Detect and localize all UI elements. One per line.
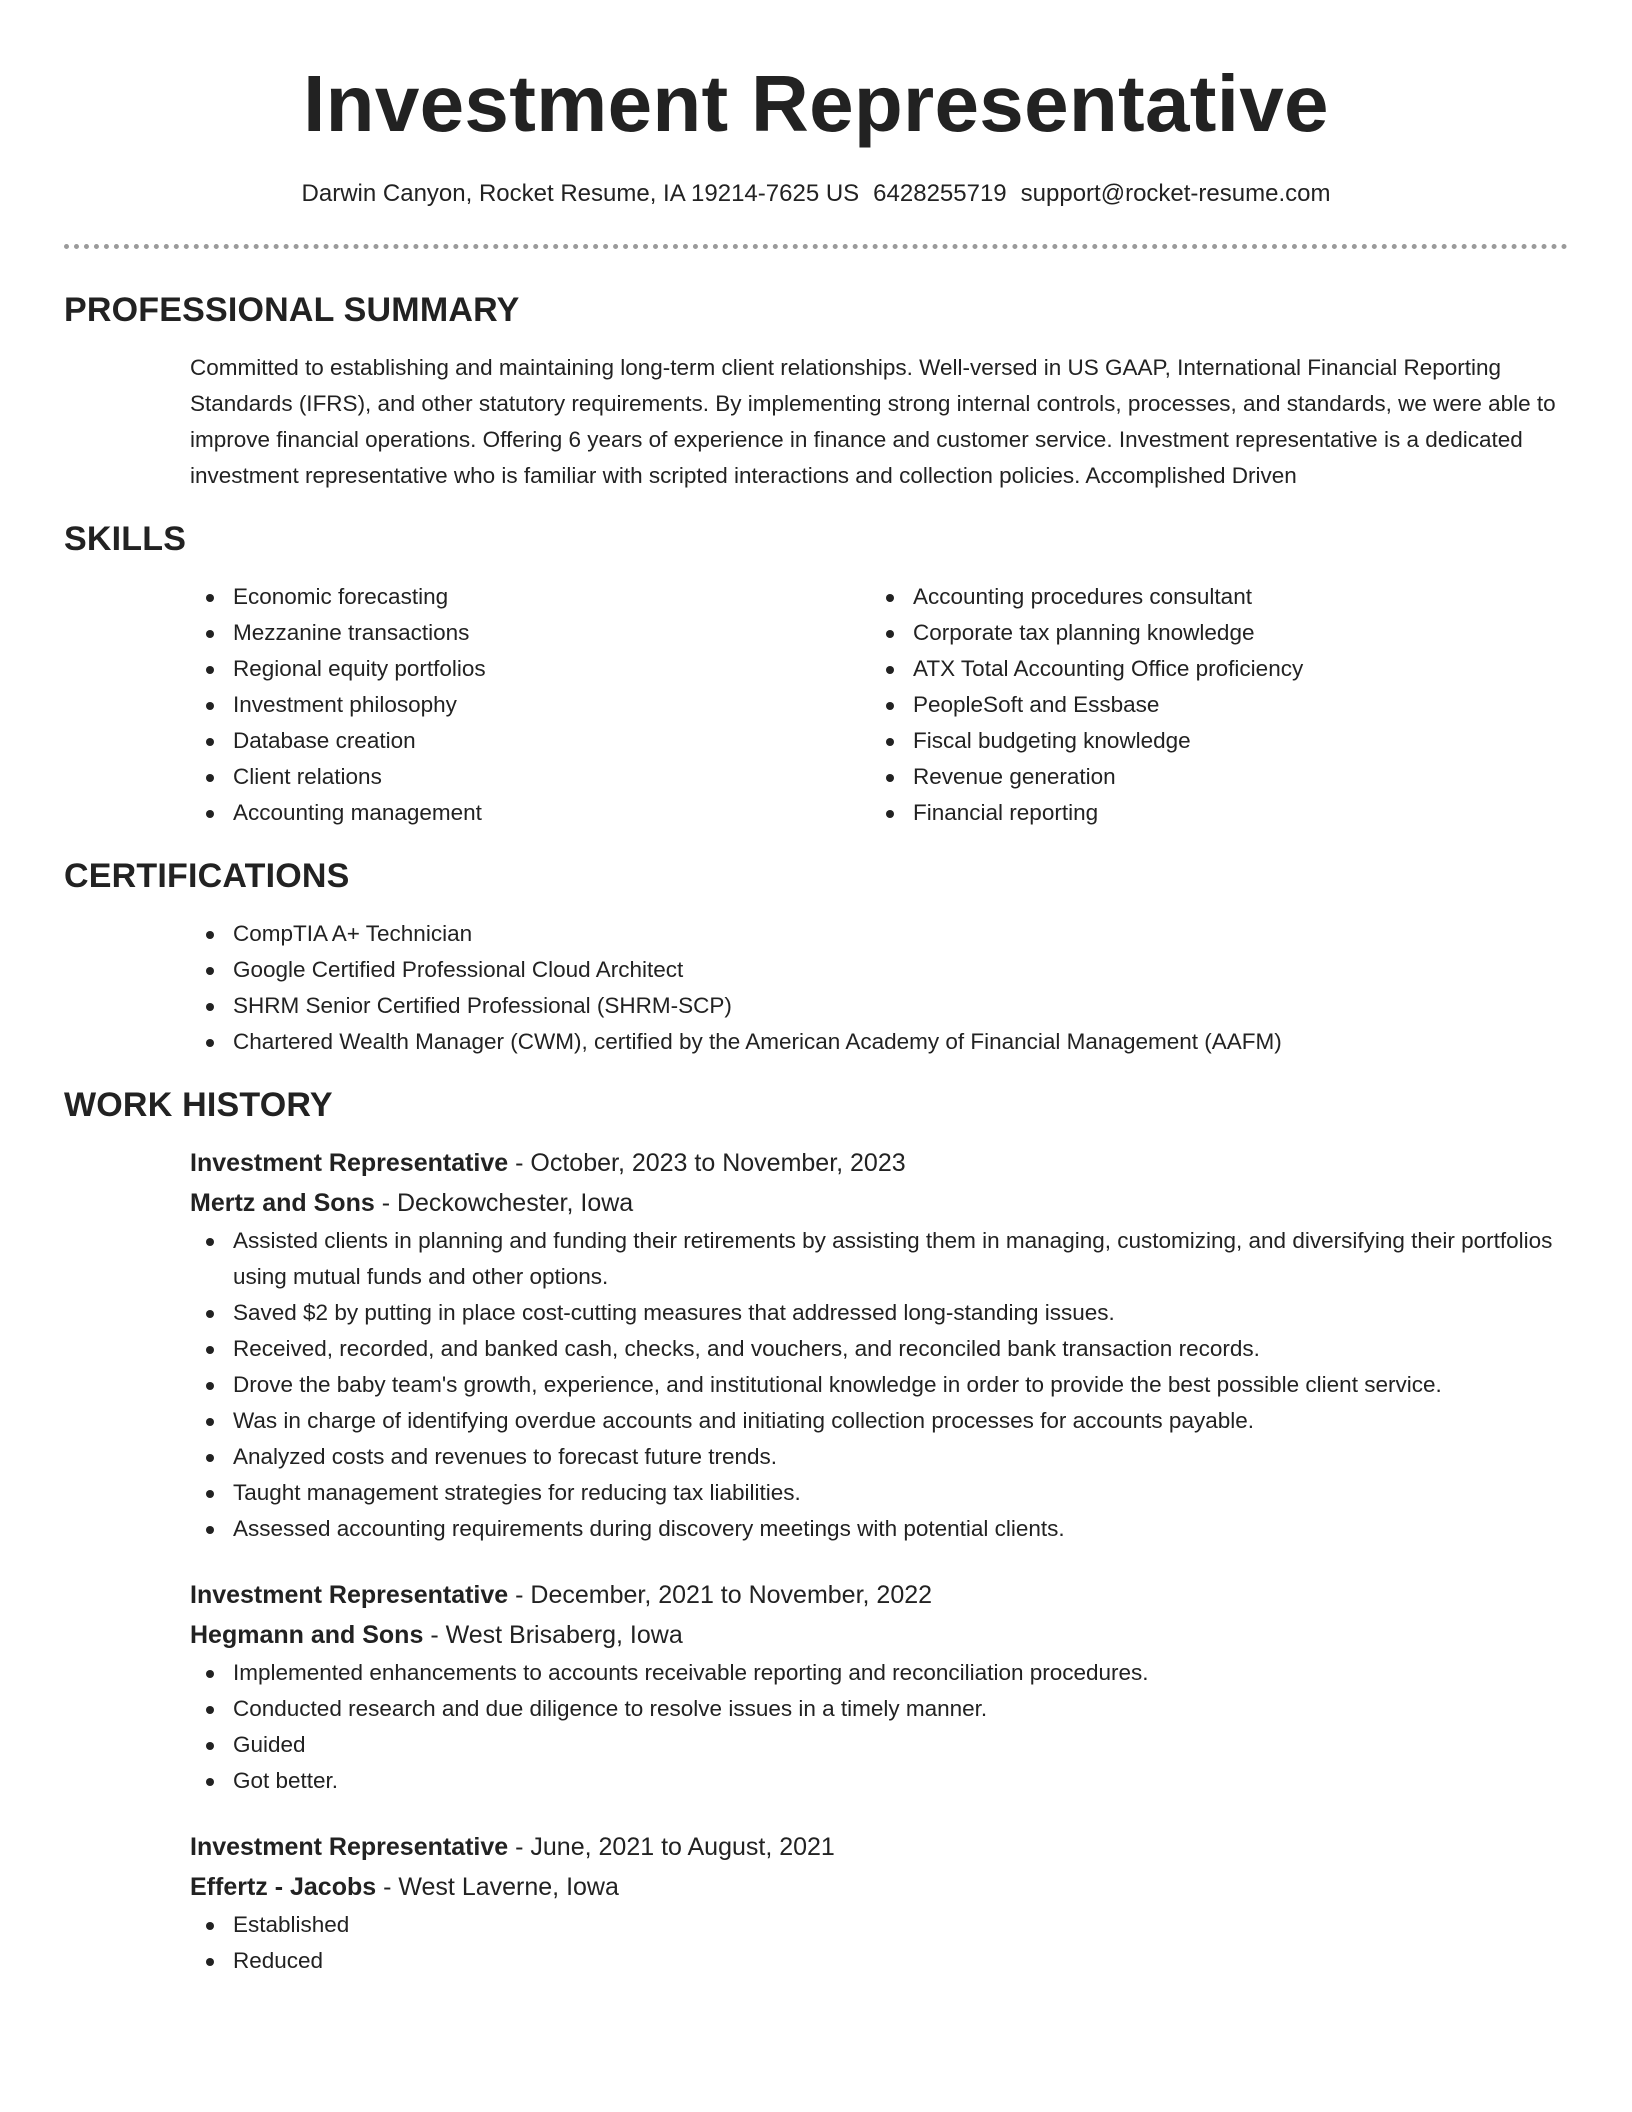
certification-item: Chartered Wealth Manager (CWM), certified by the American Academy of Financial Management (AAFM) <box>190 1024 1568 1060</box>
skill-item: Corporate tax planning knowledge <box>870 615 1550 651</box>
work-history-heading: WORK HISTORY <box>64 1086 333 1124</box>
skill-item: Fiscal budgeting knowledge <box>870 723 1550 759</box>
job-bullet: Guided <box>190 1727 1568 1763</box>
skill-item: Revenue generation <box>870 759 1550 795</box>
contact-line <box>64 178 1568 210</box>
header-divider <box>64 244 1568 249</box>
job-bullet: Reduced <box>190 1943 1568 1979</box>
job-location: - West Brisaberg, Iowa <box>423 1621 683 1649</box>
job-title: Investment Representative <box>190 1581 509 1609</box>
job-bullet: Got better. <box>190 1763 1568 1799</box>
job-location: - Deckowchester, Iowa <box>374 1189 634 1217</box>
skill-item: Client relations <box>190 759 870 795</box>
resume-title: Investment Representative <box>303 59 1329 148</box>
job-bullet: Assisted clients in planning and funding their retirements by assisting them in managing, customizing, and diversifying their portfolios using mutual funds and other options. <box>190 1223 1568 1295</box>
job-bullet: Implemented enhancements to accounts receivable reporting and reconciliation procedures. <box>190 1655 1568 1691</box>
certification-item: CompTIA A+ Technician <box>190 916 1568 952</box>
skill-item: Accounting management <box>190 795 870 831</box>
contact-phone: 6428255719 <box>873 180 1007 207</box>
skill-item: Regional equity portfolios <box>190 651 870 687</box>
work-history-section <box>64 1083 1568 1979</box>
contact-address: Darwin Canyon, Rocket Resume, IA 19214-7625 US <box>301 180 860 207</box>
skill-item: Mezzanine transactions <box>190 615 870 651</box>
job-bullet: Established <box>190 1907 1568 1943</box>
summary-section <box>64 288 1568 494</box>
job-title: Investment Representative <box>190 1833 509 1861</box>
job-entry <box>190 1827 1568 1979</box>
summary-text: Committed to establishing and maintaining long-term client relationships. Well-versed in US GAAP, International Financial Reporting Standards (IFRS), and other statutory requirements. By implementing strong internal controls, processes, and standards, we were able to improve financial operations. Offering 6 years of experience in finance and customer service. Investment representative is a dedicated investment representative who is familiar with scripted interactions and collection policies. Accomplished Driven <box>190 355 1556 488</box>
job-dates: - June, 2021 to August, 2021 <box>508 1833 835 1861</box>
job-title-line <box>190 1143 1568 1183</box>
job-bullets <box>190 1907 1568 1979</box>
skill-item: Investment philosophy <box>190 687 870 723</box>
job-entry <box>190 1575 1568 1799</box>
job-location: - West Laverne, Iowa <box>376 1873 619 1901</box>
job-bullets <box>190 1223 1568 1547</box>
job-company-line <box>190 1867 1568 1907</box>
certification-item: SHRM Senior Certified Professional (SHRM-SCP) <box>190 988 1568 1024</box>
job-dates: - December, 2021 to November, 2022 <box>508 1581 933 1609</box>
job-company: Hegmann and Sons <box>190 1621 424 1649</box>
certifications-section <box>64 854 1568 1060</box>
skills-section <box>64 517 1568 831</box>
contact-email: support@rocket-resume.com <box>1020 180 1331 207</box>
job-title: Investment Representative <box>190 1149 509 1177</box>
job-bullet: Analyzed costs and revenues to forecast future trends. <box>190 1439 1568 1475</box>
skill-item: ATX Total Accounting Office proficiency <box>870 651 1550 687</box>
job-bullet: Drove the baby team's growth, experience, and institutional knowledge in order to provide the best possible client service. <box>190 1367 1568 1403</box>
skill-item: PeopleSoft and Essbase <box>870 687 1550 723</box>
skills-column-left <box>190 579 870 831</box>
job-bullet: Taught management strategies for reducing tax liabilities. <box>190 1475 1568 1511</box>
job-bullets <box>190 1655 1568 1799</box>
skill-item: Database creation <box>190 723 870 759</box>
job-company-line <box>190 1615 1568 1655</box>
skills-column-right <box>870 579 1550 831</box>
skills-heading: SKILLS <box>64 520 187 558</box>
certification-item: Google Certified Professional Cloud Architect <box>190 952 1568 988</box>
certifications-heading: CERTIFICATIONS <box>64 857 350 895</box>
resume-page <box>64 0 1568 1979</box>
job-company: Mertz and Sons <box>190 1189 375 1217</box>
job-company-line <box>190 1183 1568 1223</box>
job-bullet: Assessed accounting requirements during discovery meetings with potential clients. <box>190 1511 1568 1547</box>
job-title-line <box>190 1827 1568 1867</box>
job-bullet: Saved $2 by putting in place cost-cutting measures that addressed long-standing issues. <box>190 1295 1568 1331</box>
skill-item: Accounting procedures consultant <box>870 579 1550 615</box>
job-bullet: Received, recorded, and banked cash, checks, and vouchers, and reconciled bank transaction records. <box>190 1331 1568 1367</box>
certifications-list <box>190 916 1568 1060</box>
skills-grid <box>190 579 1568 831</box>
job-bullet: Was in charge of identifying overdue accounts and initiating collection processes for accounts payable. <box>190 1403 1568 1439</box>
job-company: Effertz - Jacobs <box>190 1873 377 1901</box>
job-entry <box>190 1143 1568 1547</box>
skill-item: Economic forecasting <box>190 579 870 615</box>
skill-item: Financial reporting <box>870 795 1550 831</box>
job-bullet: Conducted research and due diligence to resolve issues in a timely manner. <box>190 1691 1568 1727</box>
job-dates: - October, 2023 to November, 2023 <box>508 1149 906 1177</box>
job-title-line <box>190 1575 1568 1615</box>
summary-heading: PROFESSIONAL SUMMARY <box>64 291 520 329</box>
